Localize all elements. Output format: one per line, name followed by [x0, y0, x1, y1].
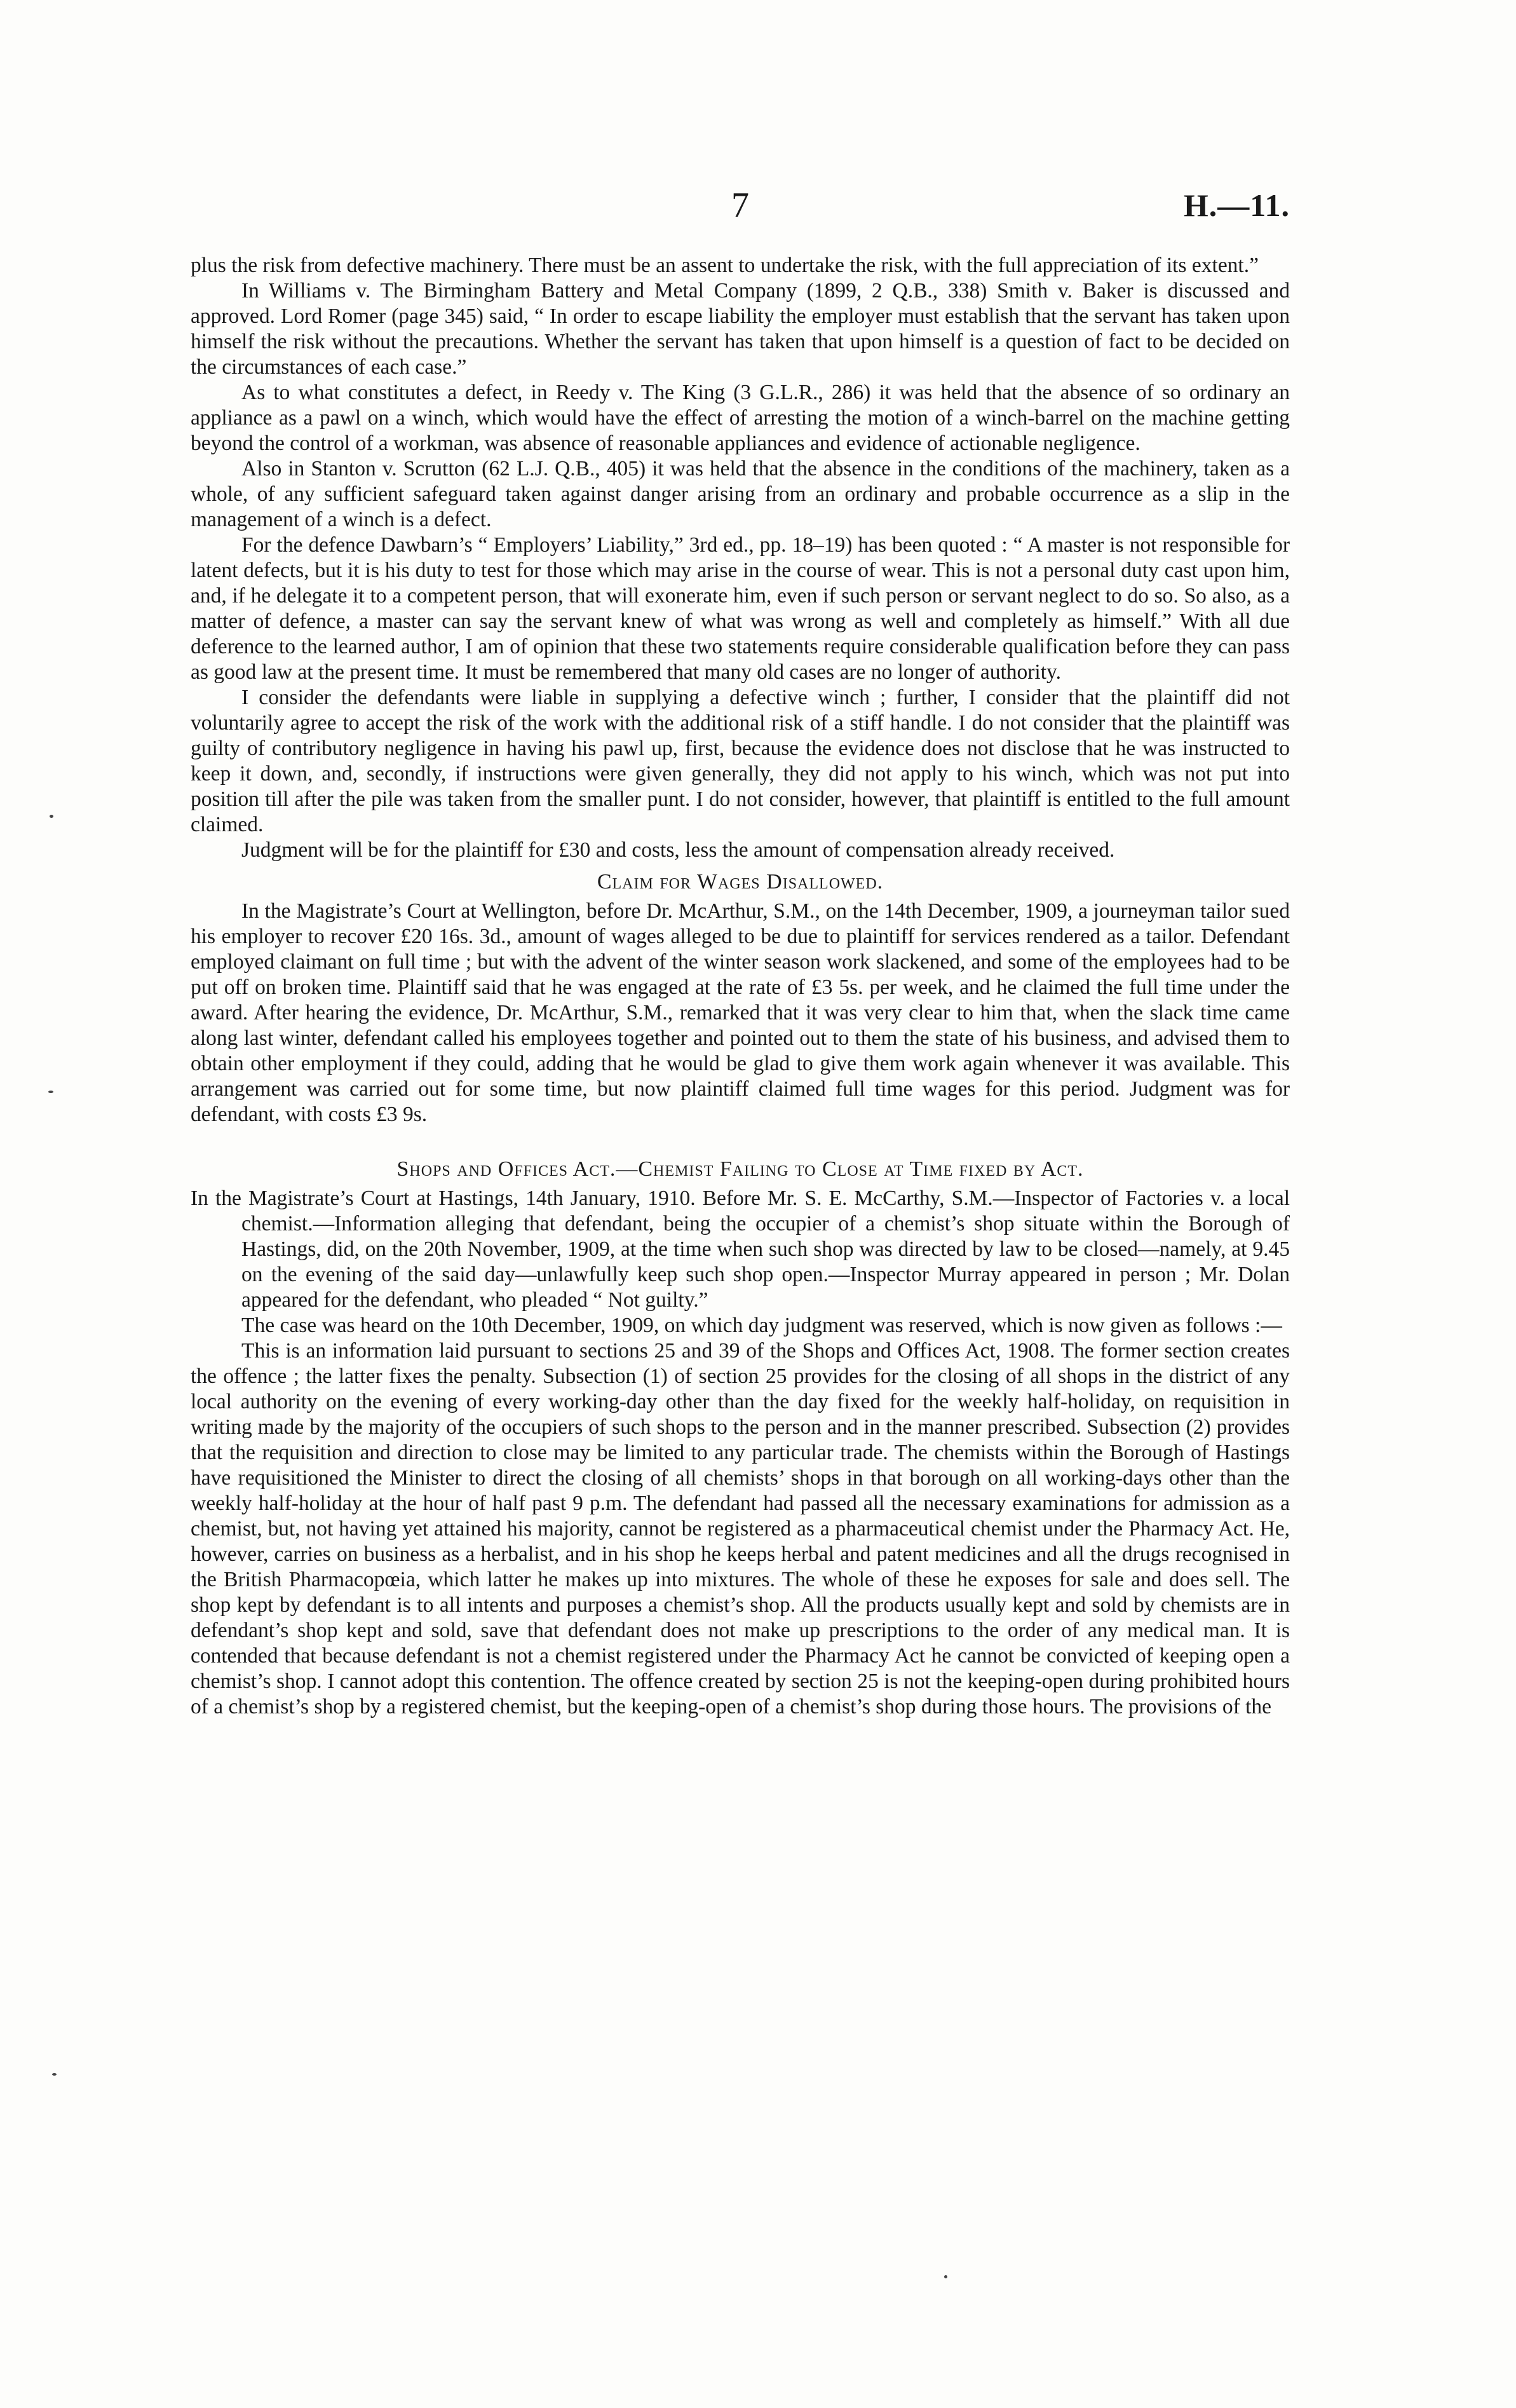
case-intro: In the Magistrate’s Court at Hastings, 14th January, 1910. Before Mr. S. E. McCarthy, S.M.—Inspector of Factories v. a local chemist.—Information alleging that defendant, being the occupier of a chemist’s shop situate within the Borough of Hastings, did, on the 20th November, 1909, at the time when such shop was directed by law to be closed—namely, at 9.45 on the evening of the said day—unlawfully keep such shop open.—Inspector Murray appeared in person ; Mr. Dolan appeared for the defendant, who pleaded “ Not guilty.” [191, 1187, 1290, 1312]
section-heading-shops-act: Shops and Offices Act.—Chemist Failing to Close at Time fixed by Act. [396, 1157, 1084, 1181]
paragraph: In the Magistrate’s Court at Wellington, before Dr. McArthur, S.M., on the 14th December, 1909, a journeyman tailor sued his employer to recover £20 16s. 3d., amount of wages alleged to be due to plaintiff for services rendered as a tailor. Defendant employed claimant on full time ; but with the advent of the winter season work slackened, and some of the employees had to be put off on broken time. Plaintiff said that he was engaged at the rate of £3 5s. per week, and he claimed the full time under the award. After hearing the evidence, Dr. McArthur, S.M., remarked that it was very clear to him that, when the slack time came along last winter, defendant called his employees together and pointed out to them the state of his business, and advised them to obtain other employment if they could, adding that he would be glad to give them work again whenever it was available. This arrangement was carried out for some time, but now plaintiff claimed full time wages for this period. Judgment was for defendant, with costs £3 9s. [191, 899, 1290, 1126]
page-header [191, 183, 1290, 228]
paragraph: This is an information laid pursuant to sections 25 and 39 of the Shops and Offices Act, 1908. The former section creates the offence ; the latter fixes the penalty. Subsection (1) of section 25 provides for the closing of all shops in the district of any local authority on the evening of every working-day other than the day fixed for the weekly half-holiday, on requisition in writing made by the majority of the occupiers of such shops to the person and in the manner prescribed. Subsection (2) provides that the requisition and direction to close may be limited to any particular trade. The chemists within the Borough of Hastings have requisitioned the Minister to direct the closing of all chemists’ shops in that borough on all working-days other than the weekly half-holiday at the hour of half past 9 p.m. The defendant had passed all the necessary examinations for admission as a chemist, but, not having yet attained his majority, cannot be registered as a pharmaceutical chemist under the Pharmacy Act. He, however, carries on business as a herbalist, and in his shop he keeps herbal and patent medicines and all the drugs recognised in the British Pharmacopœia, which latter he makes up into mixtures. The whole of these he exposes for sale and does sell. The shop kept by defendant is to all intents and purposes a chemist’s shop. All the products usually kept and sold by chemists are in defendant’s shop kept and sold, save that defendant does not make up prescriptions to the order of any medical man. It is contended that because defendant is not a chemist registered under the Pharmacy Act he cannot be convicted of keeping open a chemist’s shop. I cannot adopt this contention. The offence created by section 25 is not the keeping-open during prohibited hours of a chemist’s shop by a registered chemist, but the keeping-open of a chemist’s shop during those hours. The provisions of the [191, 1339, 1290, 1718]
scan-speck [50, 815, 53, 818]
paragraph: plus the risk from defective machinery. There must be an assent to undertake the risk, with the full appreciation of its extent.” [191, 254, 1259, 277]
paragraph: In Williams v. The Birmingham Battery and Metal Company (1899, 2 Q.B., 338) Smith v. Baker is discussed and approved. Lord Romer (page 345) said, “ In order to escape liability the employer must establish that the servant has taken upon himself the risk without the precautions. Whether the servant has taken that upon himself is a question of fact to be decided on the circumstances of each case.” [191, 279, 1290, 379]
paragraph: The case was heard on the 10th December, 1909, on which day judgment was reserved, which is now given as follows :— [241, 1314, 1282, 1337]
body-text [191, 253, 1290, 1720]
paragraph: I consider the defendants were liable in supplying a defective winch ; further, I consider that the plaintiff did not voluntarily agree to accept the risk of the work with the additional risk of a stiff handle. I do not consider that the plaintiff was guilty of contributory negligence in having his pawl up, first, because the evidence does not disclose that he was instructed to keep it down, and, secondly, if instructions were given generally, they did not apply to his winch, which was not put into position till after the pile was taken from the smaller punt. I do not consider, however, that plaintiff is entitled to the full amount claimed. [191, 686, 1290, 836]
page-number: 7 [731, 186, 749, 225]
document-reference: H.—11. [1183, 187, 1290, 223]
scan-speck [944, 2275, 947, 2278]
paragraph: For the defence Dawbarn’s “ Employers’ Liability,” 3rd ed., pp. 18–19) has been quoted : “ A master is not responsible for latent defects, but it is his duty to test for those which may arise in the course of wear. This is not a personal duty cast upon him, and, if he delegate it to a competent person, that will exonerate him, even if such person or servant neglect to do so. So also, as a matter of defence, a master can say the servant knew of what was wrong as well and completely as himself.” With all due deference to the learned author, I am of opinion that these two statements require considerable qualification before they can pass as good law at the present time. It must be remembered that many old cases are no longer of authority. [191, 533, 1290, 684]
scan-speck [48, 1091, 53, 1093]
paragraph: As to what constitutes a defect, in Reedy v. The King (3 G.L.R., 286) it was held that the absence of so ordinary an appliance as a pawl on a winch, which would have the effect of arresting the motion of a winch-barrel on the machine getting beyond the control of a workman, was absence of reasonable appliances and evidence of actionable negligence. [191, 381, 1290, 455]
paragraph: Judgment will be for the plaintiff for £30 and costs, less the amount of compensation already received. [241, 838, 1115, 862]
section-heading-wages: Claim for Wages Disallowed. [597, 870, 884, 894]
paragraph: Also in Stanton v. Scrutton (62 L.J. Q.B., 405) it was held that the absence in the conditions of the machinery, taken as a whole, of any sufficient safeguard taken against danger arising from an ordinary and probable occurrence as a slip in the management of a winch is a defect. [191, 457, 1290, 531]
scan-speck [52, 2073, 57, 2076]
